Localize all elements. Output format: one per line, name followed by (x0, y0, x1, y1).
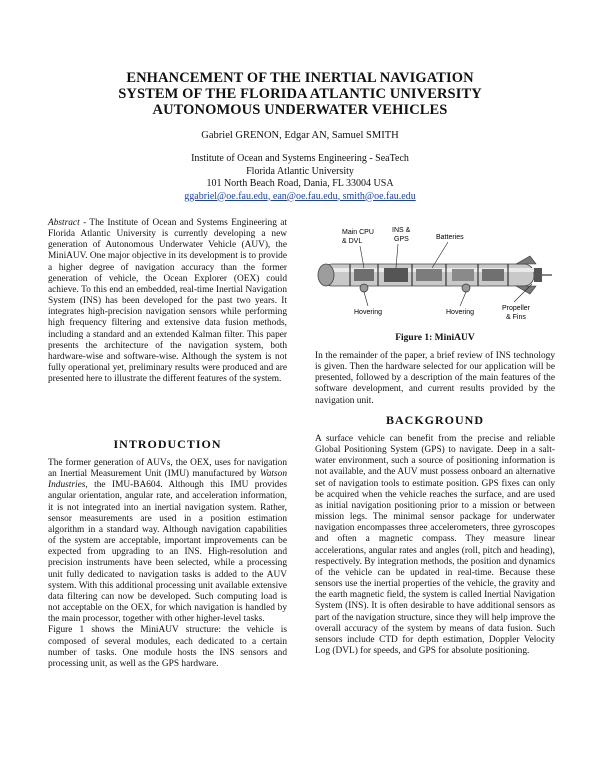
abstract-label: Abstract (48, 218, 80, 228)
propeller (534, 268, 542, 282)
figure-caption: Figure 1: MiniAUV (395, 333, 475, 343)
paper-title: ENHANCEMENT OF THE INERTIAL NAVIGATION SYSTEM OF THE FLORIDA ATLANTIC UNIVERSITY AUTONOMOUS UNDERWATER VEHICLES (118, 70, 482, 118)
cpu-module (354, 269, 374, 281)
abstract-text: - The Institute of Ocean and Systems Engineering at Florida Atlantic University is currently developing a new generation of Autonomous Underwater Vehicle (AUV), the MiniAUV. One major objective in its development is to provide a higher degree of navigation accuracy than the former generation of vehicle, the Ocean Explorer (OEX) could achieve. To this end an embedded, real-time Inertial Navigation System (INS) has been developed for the past two years. It integrates high-precision navigation sensors while performing high frequency filtering and extensive data fusion methods, including a standard and an extended Kalman filter. This paper presents the architecture of the navigation system, both hardware-wise and software-wise. Although the system is not fully operational yet, preliminary results were produced and are presented here to illustrate the different features of the system. (48, 218, 287, 385)
battery-module (416, 269, 442, 281)
label-propeller: Propeller (502, 305, 531, 312)
hovering-thruster-front (360, 284, 368, 292)
background-body: A surface vehicle can benefit from the precise and reliable Global Positioning System (GPS) to navigate. Deep in a salt-water environment, such a source of positioning information is not available, and the AUV must possess onboard an alternative set of navigation tools to estimate position. GPS fixes can only be acquired when the vehicle reaches the surface, and are used as initial navigation positioning prior to a mission or between mission legs. The minimal sensor package for underwater navigation encompasses three accelerometers, three gyroscopes and often a magnetic compass. They measure linear accelerations, angular rates and angles (roll, pitch and heading), respectively. By integration methods, the position and dynamics of the vehicle can be updated in real-time. Because these sensors use the inertial properties of the vehicle, the gravity and the earth magnetic field, the system is called Inertial Navigation System (INS). It is often desirable to have additional sensors as part of the navigation structure, since they will help improve the overall accuracy of the system by means of data fusion. Such sensors include CTD for depth estimation, Doppler Velocity Log (DVL) for speeds, and GPS for absolute positioning. (315, 434, 556, 656)
label-gps: GPS (394, 236, 409, 243)
email-links[interactable]: ggabriel@oe.fau.edu, ean@oe.fau.edu, smith@oe.fau.edu (184, 190, 416, 202)
hovering-thruster-rear (462, 284, 470, 292)
ins-module (384, 268, 408, 282)
introduction-heading: INTRODUCTION (113, 437, 222, 451)
introduction-body (48, 458, 287, 670)
background-heading: BACKGROUND (385, 413, 484, 427)
abstract (48, 218, 287, 385)
affiliation: Institute of Ocean and Systems Engineering - SeaTech Florida Atlantic University 101 North Beach Road, Dania, FL 33004 USA ggabriel@oe.fau.edu, ean@oe.fau.edu, smith@oe.fau.edu (0, 153, 600, 203)
label-dvl: & DVL (342, 238, 363, 245)
label-fins: & Fins (506, 314, 526, 321)
label-main-cpu: Main CPU (342, 229, 374, 236)
label-ins: INS & (392, 227, 411, 234)
label-hovering-1: Hovering (354, 309, 383, 316)
auv-nose (318, 264, 334, 286)
authors: Gabriel GRENON, Edgar AN, Samuel SMITH (201, 130, 399, 141)
tail-fins (516, 256, 536, 264)
miniauv-figure (316, 222, 556, 326)
label-batteries: Batteries (436, 234, 464, 241)
right-intro-paragraph: In the remainder of the paper, a brief review of INS technology is given. Then the hardware selected for our application will be presented, followed by a description of the main features of the software development, and current results provided by the navigation unit. (315, 351, 555, 406)
intro-paragraph-2: Figure 1 shows the MiniAUV structure: the vehicle is composed of several modules, each dedicated to a certain number of tasks. One module hosts the INS sensors and processing unit, as well as the GPS hardware. (48, 625, 287, 669)
intro-paragraph-1: The former generation of AUVs, the OEX, uses for navigation an Inertial Measurement Unit (IMU) manufactured by Watson Industries, the IMU-BA604. Although this IMU provides angular orientation, angular rate, and acceleration information, it is not integrated into an inertial navigation system. Rather, sensor measurements are used in a position estimation algorithm in a standard way. Although navigation capabilities of the system are acceptable, important improvements can be expected from upgrading to an INS. High-resolution and precision instruments have been selected, while a processing unit fully dedicated to navigation tasks is added to the AUV system. With this additional processing unit available extensive data filtering can now be developed. Such computing load is not acceptable on the OEX, for which navigation is handled by the main processor, together with other higher-level tasks. (48, 458, 287, 625)
label-hovering-2: Hovering (446, 309, 475, 316)
